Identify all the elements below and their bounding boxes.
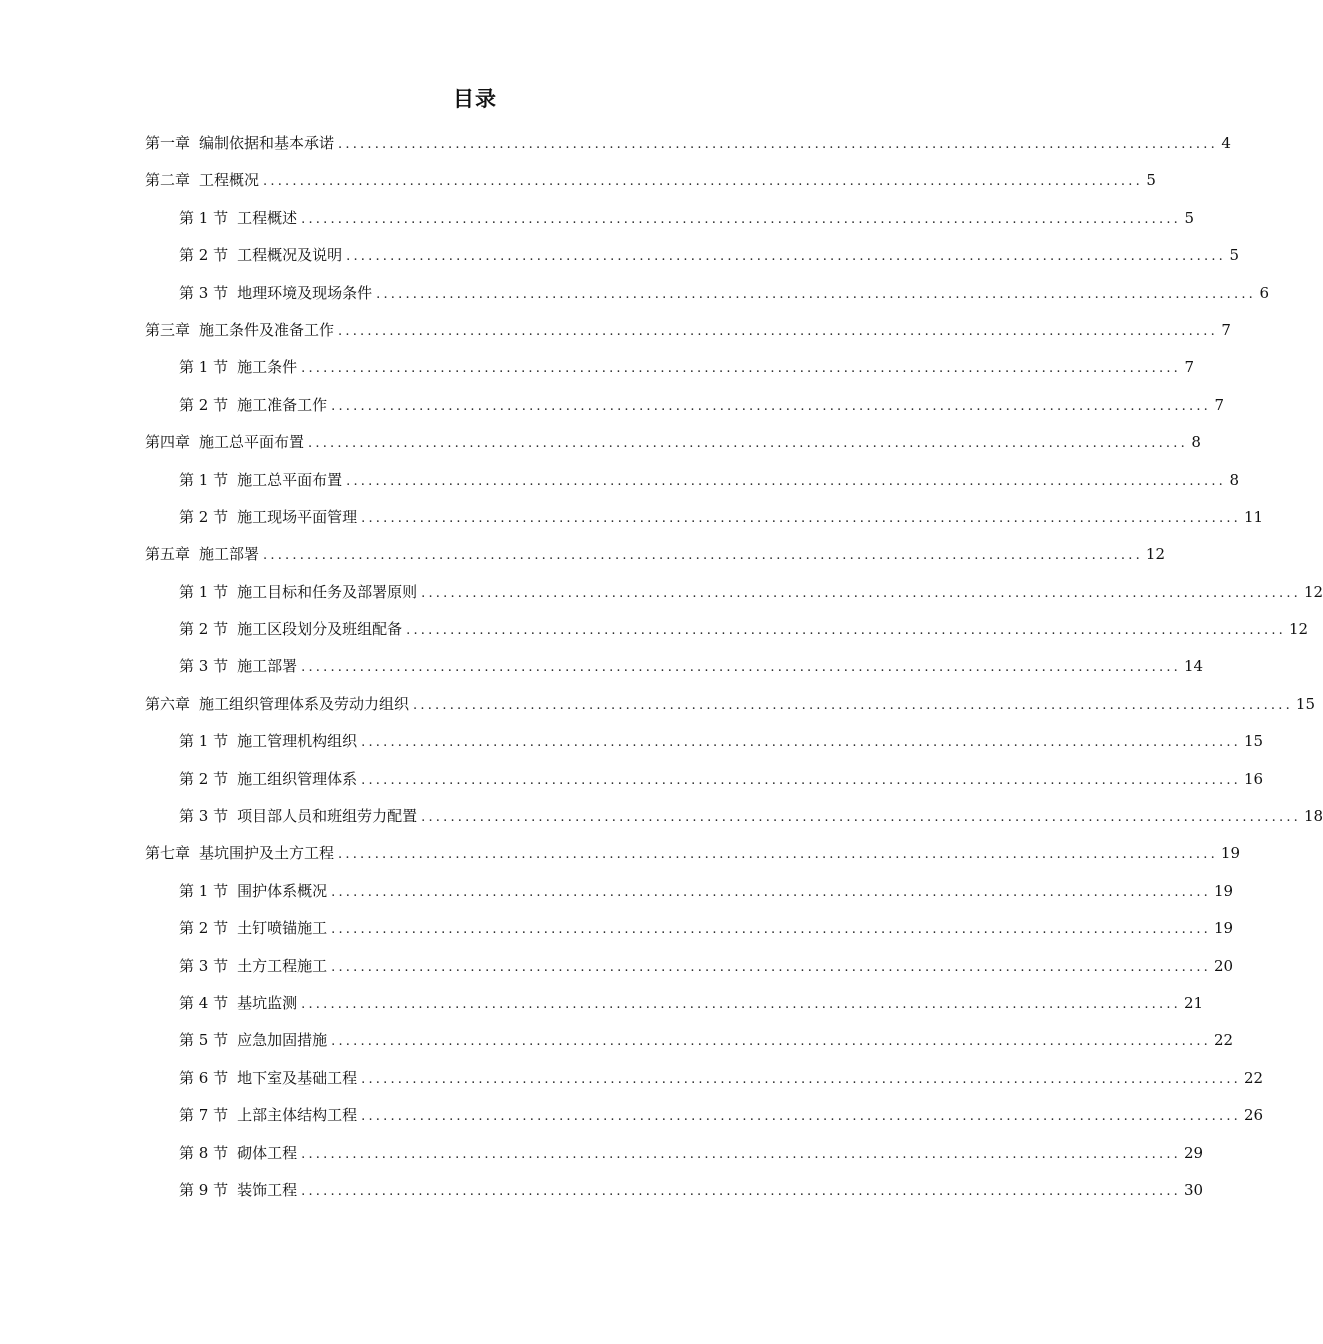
toc-chapter-entry[interactable] bbox=[145, 125, 1231, 162]
toc-page-number: 12 bbox=[1289, 620, 1309, 639]
toc-entry-label bbox=[179, 574, 417, 611]
toc-entry-text: 应急加固措施 bbox=[237, 1031, 328, 1050]
toc-page-number: 16 bbox=[1244, 769, 1264, 788]
toc-page-number: 5 bbox=[1229, 246, 1239, 265]
toc-chapter-entry[interactable] bbox=[145, 536, 1166, 573]
toc-entry-number: 第 1 节 bbox=[179, 582, 229, 601]
toc-section-entry[interactable] bbox=[145, 948, 1234, 985]
toc-entry-number: 第 3 节 bbox=[179, 283, 229, 302]
toc-entry-label bbox=[179, 1097, 357, 1134]
toc-entry-label bbox=[179, 275, 372, 312]
toc-dot-leader: ........................................................................................................................ bbox=[361, 510, 1241, 526]
toc-dot-leader: ........................................................................................................................ bbox=[301, 996, 1181, 1012]
toc-page-number: 20 bbox=[1214, 956, 1234, 975]
toc-entry-label bbox=[179, 1135, 297, 1172]
toc-page-number: 7 bbox=[1221, 320, 1231, 339]
toc-dot-leader: ........................................................................................................................ bbox=[421, 585, 1301, 601]
toc-entry-label bbox=[179, 237, 342, 274]
toc-entry-text: 基坑监测 bbox=[237, 993, 298, 1012]
toc-dot-leader: ........................................................................................................................ bbox=[301, 660, 1181, 676]
toc-entry-text: 工程概况及说明 bbox=[237, 246, 343, 265]
toc-page-number: 22 bbox=[1214, 1031, 1234, 1050]
toc-section-entry[interactable] bbox=[145, 237, 1239, 274]
toc-section-entry[interactable] bbox=[145, 387, 1224, 424]
toc-entry-number: 第 2 节 bbox=[179, 507, 229, 526]
toc-dot-leader: ........................................................................................................................ bbox=[331, 884, 1211, 900]
toc-entry-text: 工程概述 bbox=[237, 208, 298, 227]
toc-entry-text: 施工区段划分及班组配备 bbox=[237, 620, 403, 639]
toc-entry-text: 土钉喷锚施工 bbox=[237, 919, 328, 938]
toc-entry-text: 工程概况 bbox=[199, 171, 260, 190]
toc-entry-label bbox=[179, 1172, 297, 1209]
toc-entry-number: 第 2 节 bbox=[179, 769, 229, 788]
toc-section-entry[interactable] bbox=[145, 1060, 1264, 1097]
toc-dot-leader: ........................................................................................................................ bbox=[346, 249, 1226, 265]
toc-entry-label bbox=[145, 835, 334, 872]
toc-section-entry[interactable] bbox=[145, 761, 1264, 798]
toc-entry-text: 围护体系概况 bbox=[237, 881, 328, 900]
toc-entry-text: 编制依据和基本承诺 bbox=[199, 134, 335, 152]
toc-page-number: 11 bbox=[1244, 507, 1264, 526]
toc-page-number: 12 bbox=[1304, 582, 1323, 601]
toc-section-entry[interactable] bbox=[145, 462, 1239, 499]
toc-page-number: 15 bbox=[1295, 694, 1316, 713]
toc-entry-text: 项目部人员和班组劳力配置 bbox=[237, 807, 418, 826]
toc-dot-leader: ........................................................................................................................ bbox=[413, 697, 1293, 713]
toc-page-number: 26 bbox=[1244, 1106, 1264, 1125]
toc-entry-text: 施工组织管理体系及劳动力组织 bbox=[199, 694, 410, 713]
toc-entry-number: 第二章 bbox=[145, 171, 191, 190]
toc-entry-number: 第 1 节 bbox=[179, 470, 229, 489]
toc-entry-label bbox=[179, 648, 297, 685]
toc-page-number: 19 bbox=[1220, 844, 1241, 863]
toc-section-entry[interactable] bbox=[145, 985, 1204, 1022]
toc-entry-text: 施工部署 bbox=[237, 657, 298, 676]
toc-entry-number: 第 2 节 bbox=[179, 395, 229, 414]
toc-section-entry[interactable] bbox=[145, 574, 1323, 611]
toc-entry-text: 砌体工程 bbox=[237, 1143, 298, 1162]
toc-page-number: 7 bbox=[1184, 358, 1194, 377]
toc-entry-text: 施工总平面布置 bbox=[237, 470, 343, 489]
toc-entry-label bbox=[145, 424, 304, 461]
toc-page-number: 5 bbox=[1146, 171, 1156, 190]
toc-entry-number: 第 9 节 bbox=[179, 1180, 229, 1199]
toc-section-entry[interactable] bbox=[145, 798, 1323, 835]
toc-page-number: 7 bbox=[1214, 395, 1224, 414]
toc-dot-leader: ........................................................................................................................ bbox=[406, 623, 1286, 639]
toc-entry-text: 施工管理机构组织 bbox=[237, 732, 358, 751]
toc-page-number: 29 bbox=[1184, 1143, 1204, 1162]
toc-dot-leader: ........................................................................................................................ bbox=[361, 735, 1241, 751]
toc-entry-number: 第 1 节 bbox=[179, 732, 229, 751]
toc-entry-label bbox=[179, 985, 297, 1022]
toc-entry-text: 施工条件 bbox=[237, 358, 298, 377]
toc-page-number: 5 bbox=[1184, 208, 1194, 227]
toc-entry-number: 第 4 节 bbox=[179, 993, 229, 1012]
toc-entry-number: 第五章 bbox=[145, 545, 191, 564]
toc-chapter-entry[interactable] bbox=[145, 835, 1241, 872]
toc-entry-text: 施工目标和任务及部署原则 bbox=[237, 582, 418, 601]
toc-page-number: 21 bbox=[1184, 993, 1204, 1012]
toc-chapter-entry[interactable] bbox=[145, 312, 1231, 349]
toc-entry-text: 地下室及基础工程 bbox=[237, 1068, 358, 1087]
toc-entry-number: 第 3 节 bbox=[179, 807, 229, 826]
toc-entry-text: 装饰工程 bbox=[237, 1180, 298, 1199]
toc-entry-number: 第 3 节 bbox=[179, 657, 229, 676]
toc-entry-number: 第 8 节 bbox=[179, 1143, 229, 1162]
toc-entry-number: 第 1 节 bbox=[179, 208, 229, 227]
toc-dot-leader: ........................................................................................................................ bbox=[346, 473, 1226, 489]
toc-dot-leader: ........................................................................................................................ bbox=[301, 1146, 1181, 1162]
toc-entry-text: 施工现场平面管理 bbox=[237, 507, 358, 526]
toc-page-number: 19 bbox=[1214, 919, 1234, 938]
toc-page-number: 14 bbox=[1184, 657, 1204, 676]
toc-page-number: 15 bbox=[1244, 732, 1264, 751]
toc-dot-leader: ........................................................................................................................ bbox=[361, 1071, 1241, 1087]
toc-page-number: 18 bbox=[1304, 807, 1323, 826]
toc-entry-number: 第六章 bbox=[145, 694, 191, 713]
toc-entry-number: 第 1 节 bbox=[179, 881, 229, 900]
toc-entry-text: 上部主体结构工程 bbox=[237, 1106, 358, 1125]
toc-entry-text: 土方工程施工 bbox=[237, 956, 328, 975]
toc-entry-label bbox=[179, 387, 327, 424]
toc-entry-label bbox=[179, 200, 297, 237]
toc-section-entry[interactable] bbox=[145, 910, 1234, 947]
toc-entry-text: 施工部署 bbox=[199, 545, 260, 564]
toc-page-number: 30 bbox=[1184, 1180, 1204, 1199]
toc-dot-leader: ........................................................................................................................ bbox=[361, 1109, 1241, 1125]
toc-dot-leader: ........................................................................................................................ bbox=[331, 398, 1211, 414]
toc-entry-label bbox=[179, 873, 327, 910]
toc-entry-text: 施工组织管理体系 bbox=[237, 769, 358, 788]
toc-title: 目录 bbox=[453, 87, 497, 111]
toc-dot-leader: ........................................................................................................................ bbox=[331, 1034, 1211, 1050]
toc-entry-number: 第 2 节 bbox=[179, 919, 229, 938]
toc-section-entry[interactable] bbox=[145, 611, 1309, 648]
toc-section-entry[interactable] bbox=[145, 873, 1234, 910]
toc-page-number: 19 bbox=[1214, 881, 1234, 900]
toc-entry-label bbox=[179, 761, 357, 798]
toc-dot-leader: ........................................................................................................................ bbox=[331, 959, 1211, 975]
toc-section-entry[interactable] bbox=[145, 1022, 1234, 1059]
toc-entry-label bbox=[179, 798, 417, 835]
toc-section-entry[interactable] bbox=[145, 200, 1194, 237]
toc-entry-number: 第 1 节 bbox=[179, 358, 229, 377]
toc-entry-text: 施工准备工作 bbox=[237, 395, 328, 414]
toc-entry-text: 地理环境及现场条件 bbox=[237, 283, 373, 302]
toc-entry-label bbox=[179, 499, 357, 536]
toc-entry-label bbox=[145, 162, 259, 199]
toc-section-entry[interactable] bbox=[145, 499, 1264, 536]
toc-entry-number: 第 3 节 bbox=[179, 956, 229, 975]
toc-dot-leader: ........................................................................................................................ bbox=[338, 323, 1218, 339]
toc-chapter-entry[interactable] bbox=[145, 162, 1156, 199]
toc-entry-label bbox=[145, 125, 334, 162]
toc-dot-leader: ........................................................................................................................ bbox=[376, 286, 1256, 302]
toc-entry-label bbox=[179, 948, 327, 985]
toc-section-entry[interactable] bbox=[145, 1135, 1204, 1172]
toc-section-entry[interactable] bbox=[145, 648, 1204, 685]
toc-entry-text: 基坑围护及土方工程 bbox=[199, 844, 335, 863]
toc-entry-label bbox=[145, 312, 334, 349]
toc-section-entry[interactable] bbox=[145, 349, 1194, 386]
toc-page-number: 4 bbox=[1221, 134, 1231, 152]
toc-entry-label bbox=[145, 536, 259, 573]
toc-dot-leader: ........................................................................................................................ bbox=[338, 137, 1218, 152]
toc-entry-label bbox=[179, 723, 357, 760]
toc-entry-label bbox=[145, 686, 409, 723]
toc-dot-leader: ........................................................................................................................ bbox=[263, 174, 1143, 190]
toc-dot-leader: ........................................................................................................................ bbox=[331, 922, 1211, 938]
toc-list bbox=[145, 125, 1323, 1209]
toc-entry-number: 第 5 节 bbox=[179, 1031, 229, 1050]
toc-entry-number: 第 6 节 bbox=[179, 1068, 229, 1087]
toc-entry-label bbox=[179, 611, 402, 648]
toc-section-entry[interactable] bbox=[145, 723, 1264, 760]
toc-dot-leader: ........................................................................................................................ bbox=[338, 847, 1218, 863]
toc-entry-number: 第 7 节 bbox=[179, 1106, 229, 1125]
toc-entry-number: 第四章 bbox=[145, 433, 191, 452]
toc-entry-number: 第一章 bbox=[145, 134, 191, 152]
toc-chapter-entry[interactable] bbox=[145, 686, 1316, 723]
toc-entry-label bbox=[179, 910, 327, 947]
toc-entry-label bbox=[179, 1022, 327, 1059]
toc-dot-leader: ........................................................................................................................ bbox=[301, 361, 1181, 377]
toc-section-entry[interactable] bbox=[145, 1097, 1264, 1134]
toc-entry-number: 第三章 bbox=[145, 320, 191, 339]
toc-dot-leader: ........................................................................................................................ bbox=[308, 436, 1188, 452]
toc-chapter-entry[interactable] bbox=[145, 424, 1201, 461]
toc-entry-label bbox=[179, 1060, 357, 1097]
toc-entry-label bbox=[179, 349, 297, 386]
toc-entry-number: 第 2 节 bbox=[179, 246, 229, 265]
toc-dot-leader: ........................................................................................................................ bbox=[421, 810, 1301, 826]
toc-page-number: 12 bbox=[1145, 545, 1166, 564]
toc-page-number: 6 bbox=[1259, 283, 1269, 302]
toc-dot-leader: ........................................................................................................................ bbox=[263, 548, 1143, 564]
toc-page-number: 8 bbox=[1191, 433, 1201, 452]
toc-dot-leader: ........................................................................................................................ bbox=[301, 211, 1181, 227]
toc-dot-leader: ........................................................................................................................ bbox=[361, 772, 1241, 788]
toc-dot-leader: ........................................................................................................................ bbox=[301, 1183, 1181, 1199]
toc-entry-text: 施工条件及准备工作 bbox=[199, 320, 335, 339]
toc-entry-number: 第 2 节 bbox=[179, 620, 229, 639]
toc-page-number: 22 bbox=[1244, 1068, 1264, 1087]
toc-entry-text: 施工总平面布置 bbox=[199, 433, 305, 452]
toc-entry-label bbox=[179, 462, 342, 499]
toc-section-entry[interactable] bbox=[145, 275, 1269, 312]
toc-entry-number: 第七章 bbox=[145, 844, 191, 863]
toc-section-entry[interactable] bbox=[145, 1172, 1204, 1209]
toc-page-number: 8 bbox=[1229, 470, 1239, 489]
